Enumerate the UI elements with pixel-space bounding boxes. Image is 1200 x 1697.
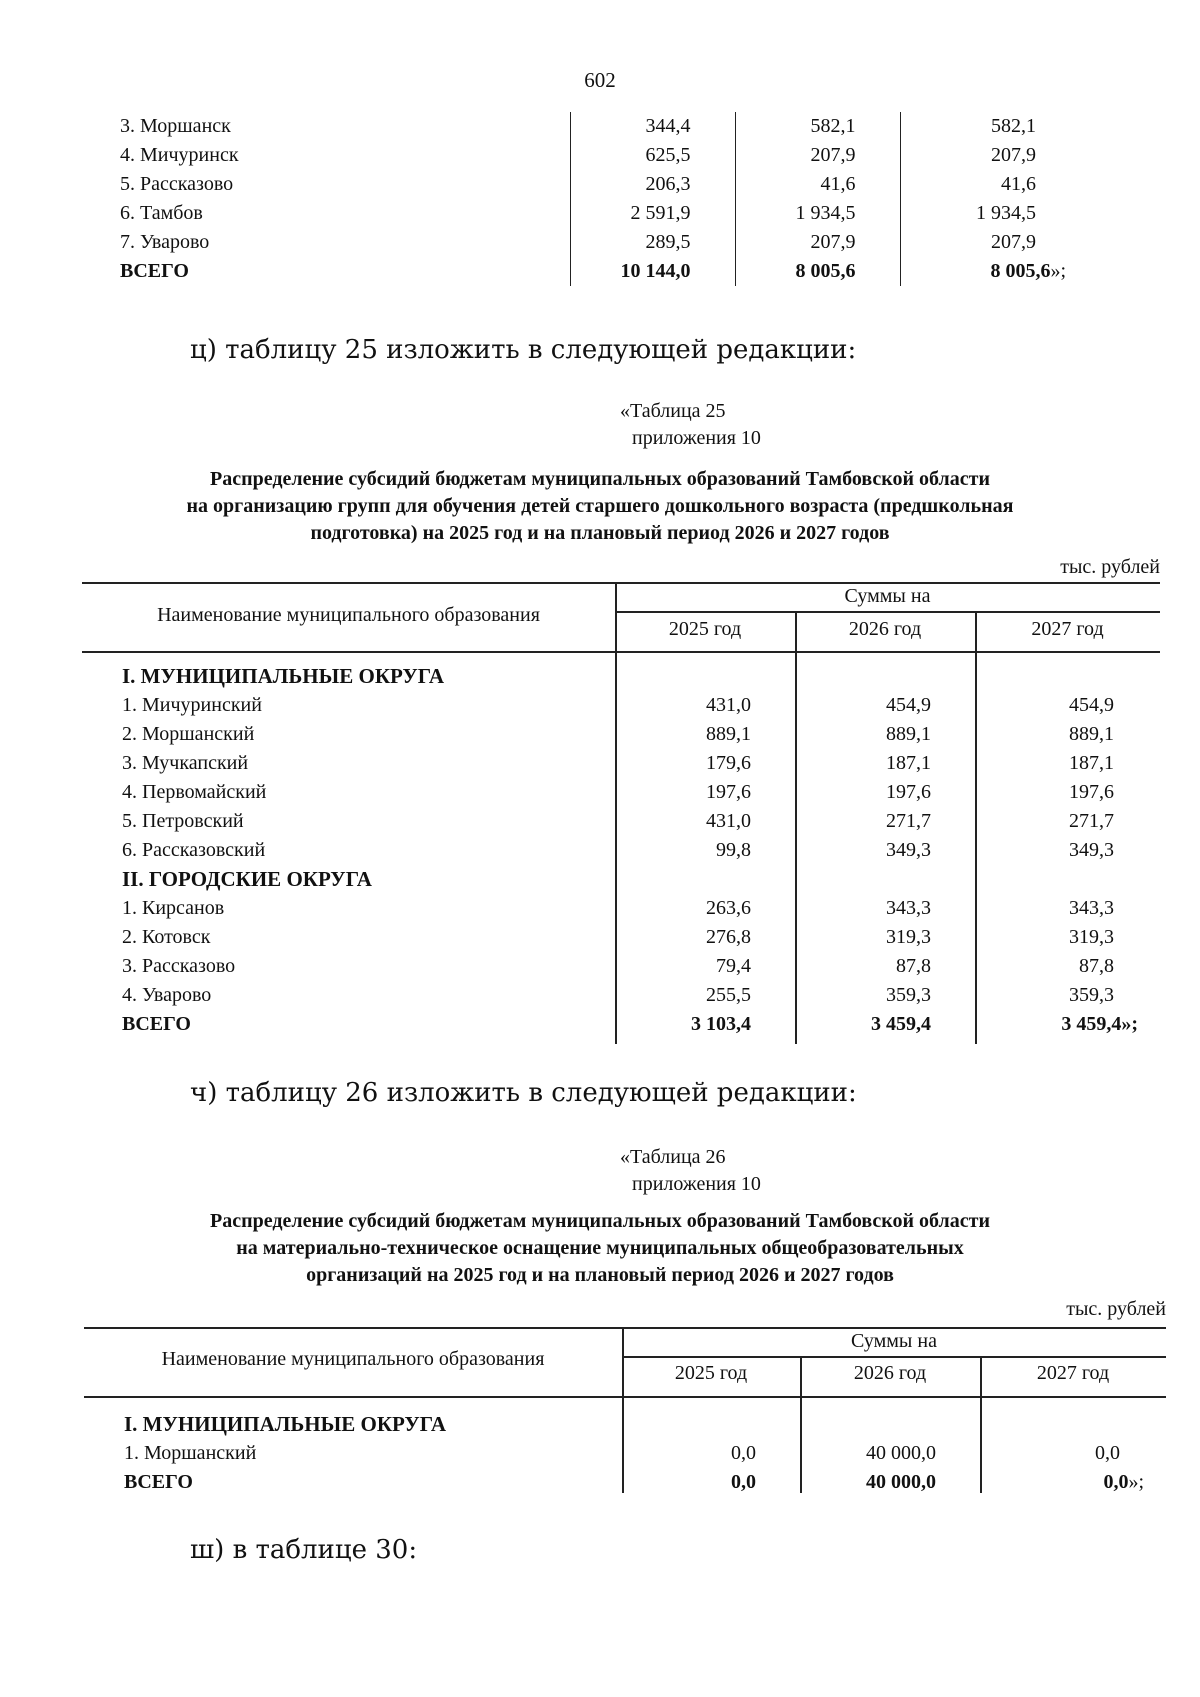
table-row: 1. Кирсанов 263,6 343,3 343,3 [122, 897, 1114, 919]
table26-body [84, 1410, 1166, 1497]
table-row: 5. Рассказово 206,3 41,6 41,6 [80, 170, 1080, 199]
table-row: 2. Моршанский 889,1 889,1 889,1 [122, 723, 1114, 745]
header-sums: Суммы на [851, 1330, 937, 1352]
table-row: 5. Петровский 431,0 271,7 271,7 [122, 810, 1114, 832]
header-year-2025: 2025 год [668, 618, 742, 640]
prev-table [80, 112, 1080, 286]
table-row: 4. Уварово 255,5 359,3 359,3 [122, 984, 1114, 1006]
header-year-2027: 2027 год [1031, 618, 1104, 640]
section-heading: II. ГОРОДСКИЕ ОКРУГА [122, 867, 372, 891]
table25-caption: «Таблица 25 приложения 10 [620, 400, 761, 449]
table-row: 3. Рассказово 79,4 87,8 87,8 [122, 955, 1114, 977]
header-name-col: Наименование муниципального образования [157, 604, 540, 626]
table-row: 2. Котовск 276,8 319,3 319,3 [122, 926, 1114, 948]
table-row: 1. Моршанский 0,0 40 000,0 0,0 [124, 1442, 1120, 1464]
section-sh: ш) в таблице 30: [190, 1535, 418, 1565]
total-row: ВСЕГО 3 103,4 3 459,4 3 459,4»; [122, 1013, 1138, 1035]
table25-body [82, 662, 1160, 1039]
header-year-2027: 2027 год [1036, 1362, 1110, 1384]
section-ts: ц) таблицу 25 изложить в следующей редакции: [190, 335, 857, 365]
table26-title: Распределение субсидий бюджетам муниципальных образований Тамбовской области на материально-техническое оснащение муниципальных общеобразовательных организаций на 2025 год и на плановый период 2026 и 2027 годов [210, 1210, 990, 1286]
header-year-2026: 2026 год [848, 618, 922, 640]
table-row: 4. Мичуринск 625,5 207,9 207,9 [80, 141, 1080, 170]
units-label: тыс. рублей [1066, 1298, 1166, 1320]
total-row: ВСЕГО 10 144,0 8 005,6 8 005,6»; [80, 257, 1080, 286]
header-year-2026: 2026 год [853, 1362, 927, 1384]
header-year-2025: 2025 год [674, 1362, 748, 1384]
table-row: 3. Моршанск 344,4 582,1 582,1 [80, 112, 1080, 141]
table-row: 1. Мичуринский 431,0 454,9 454,9 [122, 694, 1114, 716]
table25-title: Распределение субсидий бюджетам муниципальных образований Тамбовской области на организацию групп для обучения детей старшего дошкольного возраста (предшкольная подготовка) на 2025 год и на плановый период 2026 и 2027 годов [186, 468, 1014, 544]
header-sums: Суммы на [844, 585, 931, 607]
table-row: 3. Мучкапский 179,6 187,1 187,1 [122, 752, 1114, 774]
table-row: 4. Первомайский 197,6 197,6 197,6 [122, 781, 1114, 803]
units-label: тыс. рублей [1060, 556, 1160, 578]
total-row: ВСЕГО 0,0 40 000,0 0,0»; [124, 1471, 1144, 1493]
table-row: 7. Уварово 289,5 207,9 207,9 [80, 228, 1080, 257]
section-ch: ч) таблицу 26 изложить в следующей редакции: [190, 1078, 857, 1108]
table-row: 6. Рассказовский 99,8 349,3 349,3 [122, 839, 1114, 861]
section-heading: I. МУНИЦИПАЛЬНЫЕ ОКРУГА [124, 1412, 447, 1436]
page-number: 602 [584, 68, 616, 92]
table-row: 6. Тамбов 2 591,9 1 934,5 1 934,5 [80, 199, 1080, 228]
header-name-col: Наименование муниципального образования [161, 1348, 545, 1370]
section-heading: I. МУНИЦИПАЛЬНЫЕ ОКРУГА [122, 664, 445, 688]
table26-caption: «Таблица 26 приложения 10 [620, 1146, 761, 1195]
